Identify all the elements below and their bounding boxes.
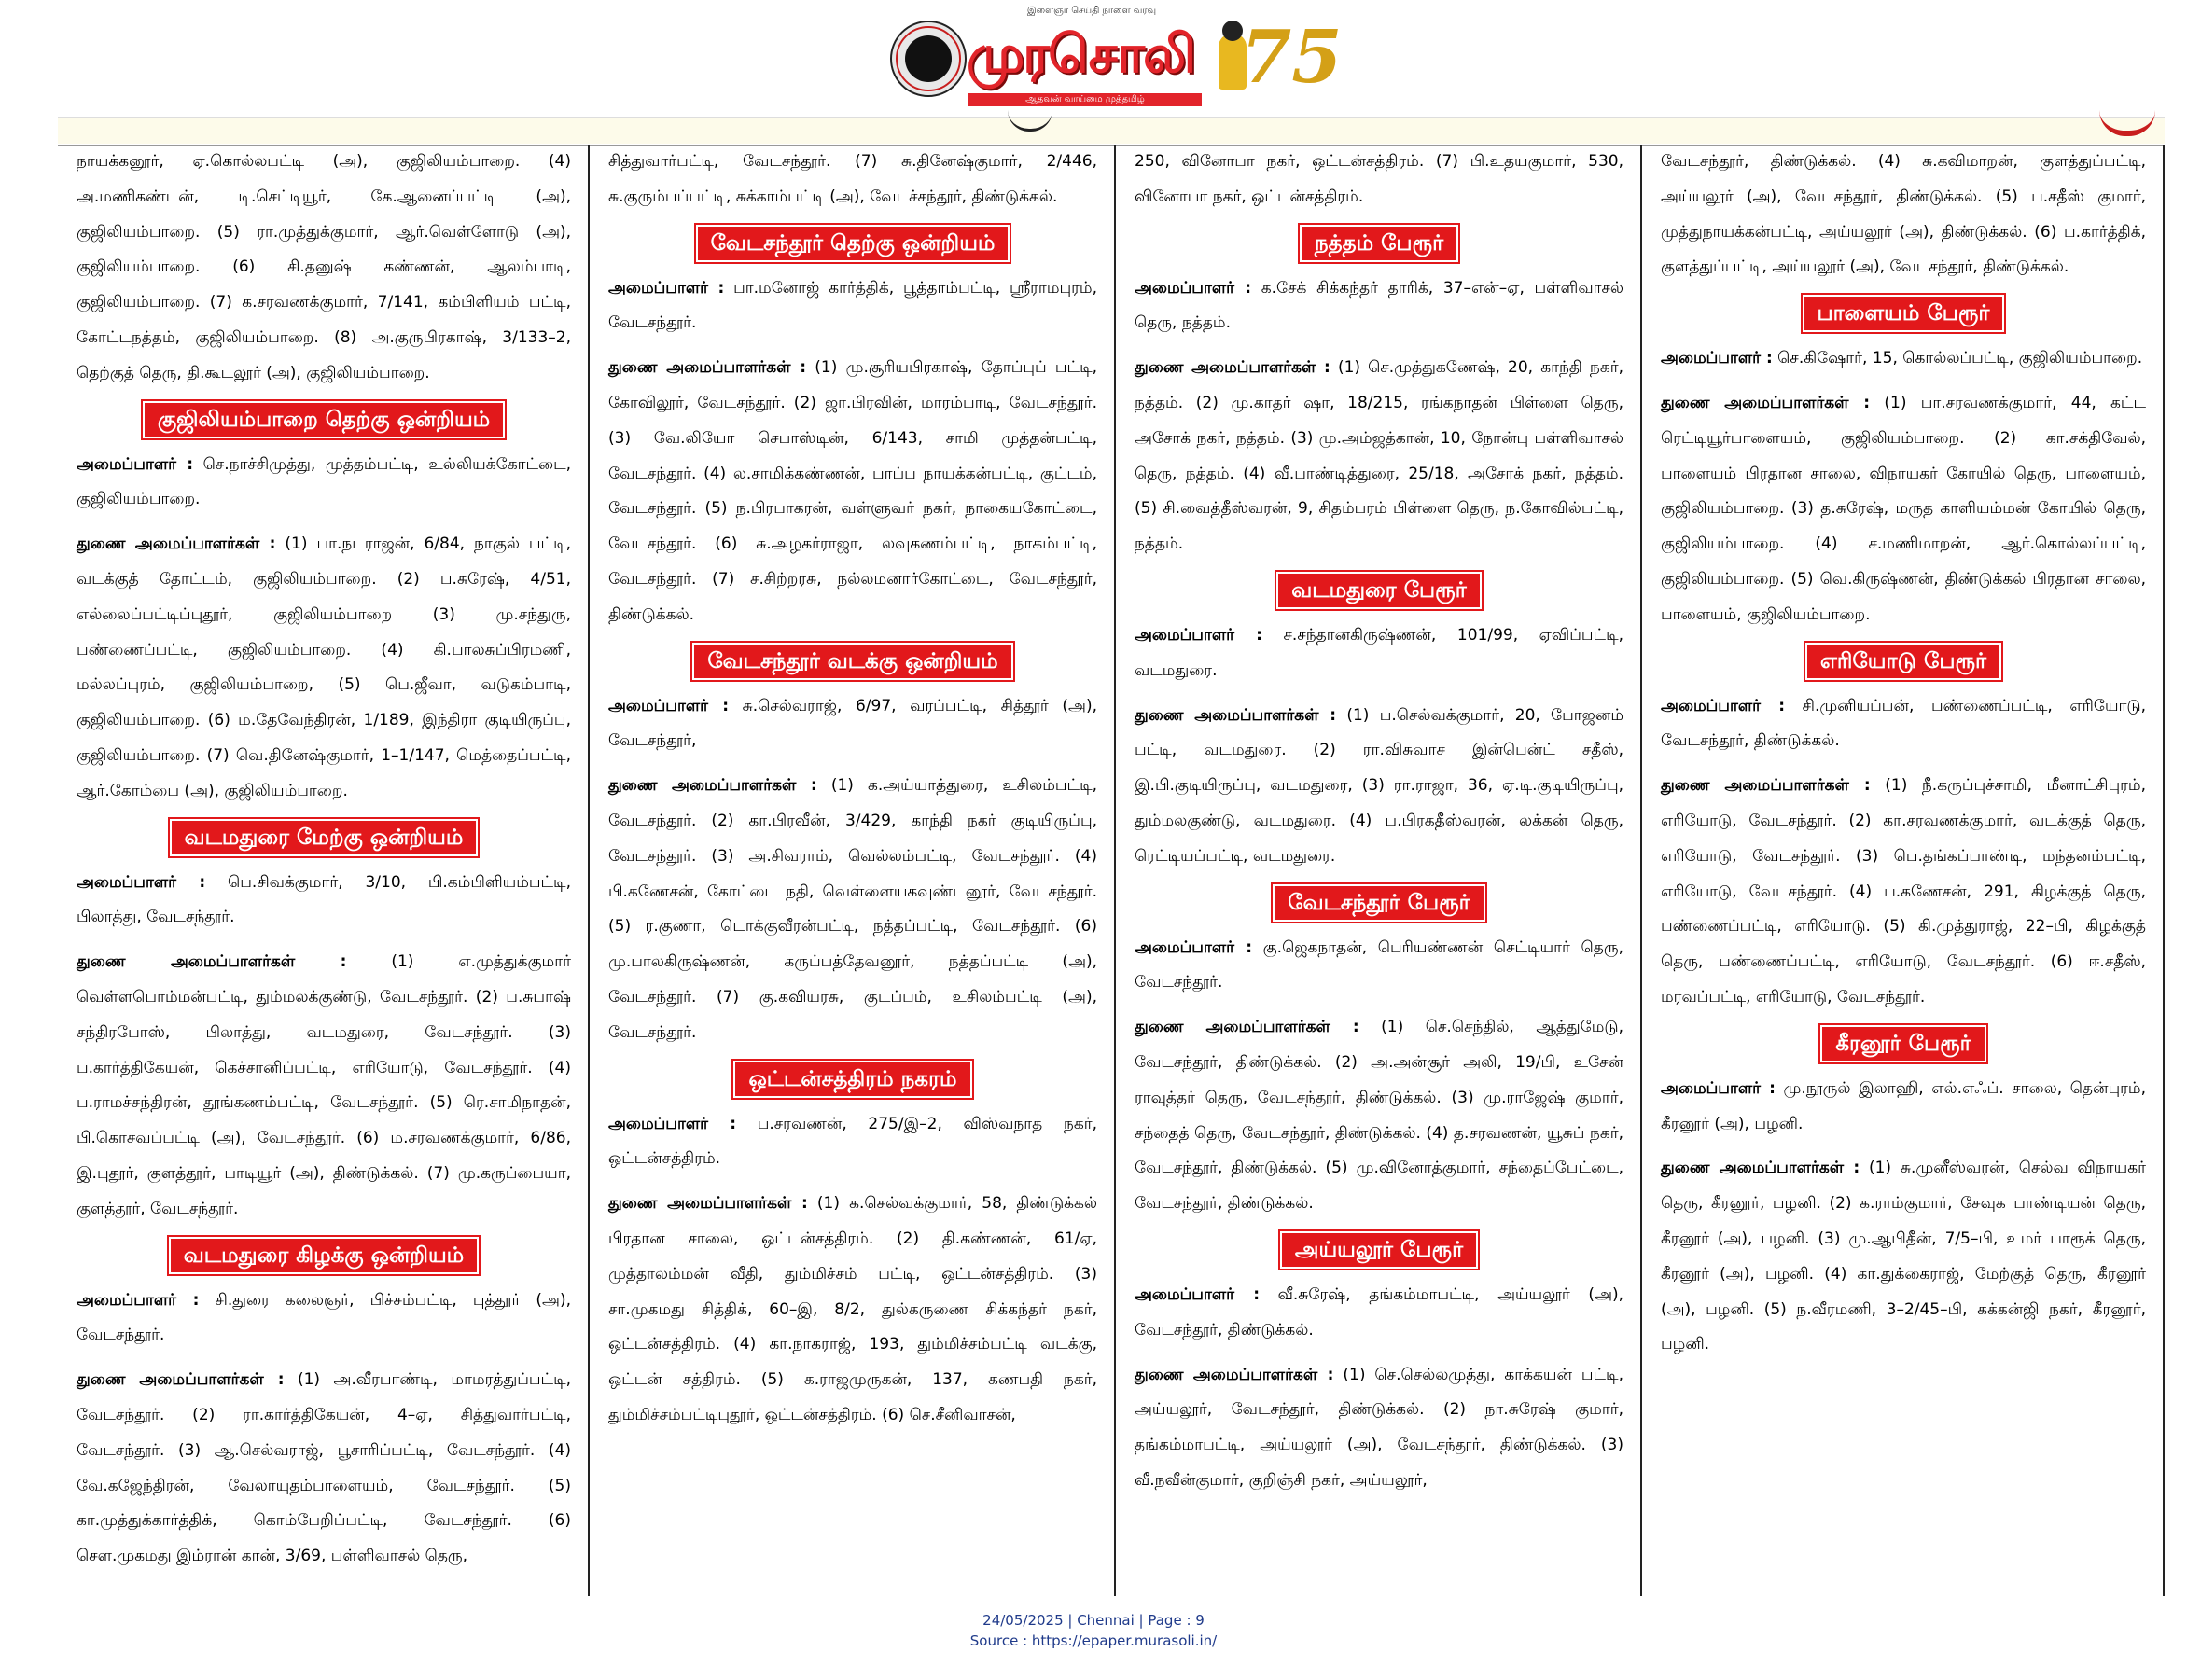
member-list-paragraph xyxy=(1135,699,1623,875)
continued-paragraph xyxy=(1135,145,1623,215)
paragraph-text: (1) ப.செல்வக்குமார், 20, போஜனம் பட்டி, வடமதுரை. (2) ரா.விசுவாச இன்பென்ட் சதீஸ், இ.பி.குடியிருப்பு, வடமதுரை, (3) ரா.ராஜா, 36, ஏ.டி.குடியிருப்பு, தும்மலகுண்டு, வடமதுரை. (4) ப.பிரகதீஸ்வரன், லக்கன் தெரு, ரெட்டியப்பட்டி, வடமதுரை. xyxy=(1135,705,1624,866)
paragraph-text: (1) நீ.கருப்புச்சாமி, மீனாட்சிபுரம், எரியோடு, வேடசந்தூர். (2) கா.சரவணக்குமார், வடக்குத் தெரு, எரியோடு, வேடசந்தூர். (3) பெ.தங்கப்பாண்டி, மந்தனம்பட்டி, எரியோடு, வேடசந்தூர். (4) ப.கணேசன், 291, கிழக்குத் தெரு, பண்ணைப்பட்டி, எரியோடு. (5) கி.முத்துராஜ், 22–பி, கிழக்குத் தெரு, பண்ணைப்பட்டி, எரியோடு, வேடசந்தூர். (6) ஈ.சதீஸ், மரவப்பட்டி, எரியோடு, வேடசந்தூர். xyxy=(1661,776,2147,1007)
member-list-paragraph xyxy=(77,1363,571,1575)
role-label: துணை அமைப்பாளர்கள் : xyxy=(1135,1018,1359,1037)
paragraph-text: வேடசந்தூர், திண்டுக்கல். (4) சு.கவிமாறன், குளத்துப்பட்டி, அய்யலூர் (அ), வேடசந்தூர், திண்டுக்கல். (5) ப.சதீஸ் குமார், முத்துநாயக்கன்பட்டி, அய்யலூர் (அ), திண்டுக்கல். (6) ப.கார்த்திக், குளத்துப்பட்டி, அய்யலூர் (அ), வேடசந்தூர், திண்டுக்கல். xyxy=(1661,152,2146,277)
role-label: அமைப்பாளர் : xyxy=(1135,278,1252,298)
brand-logo: முரசொலி xyxy=(967,24,1194,85)
role-label: அமைப்பாளர் : xyxy=(1661,1078,1776,1098)
member-list-paragraph xyxy=(608,689,1097,760)
role-label: அமைப்பாளர் : xyxy=(1661,696,1786,715)
continued-paragraph xyxy=(608,145,1097,215)
brand-subtitle: ஆதவன் வாய்மை முத்தமிழ் xyxy=(968,93,1202,106)
paragraph-text: (1) அ.வீரபாண்டி, மாமரத்துப்பட்டி, வேடசந்தூர். (2) ரா.கார்த்திகேயன், 4–ஏ, சித்துவார்பட்டி, வேடசந்தூர். (3) ஆ.செல்வராஜ், பூசாரிப்பட்டி, வேடசந்தூர். (4) வே.கஜேந்திரன், வேலாயுதம்பாளையம், வேடசந்தூர். (5) கா.முத்துக்கார்த்திக், கொம்பேறிப்பட்டி, வேடசந்தூர். (6) சௌ.முகமது இம்ரான் கான், 3/69, பள்ளிவாசல் தெரு, xyxy=(77,1370,572,1566)
member-list-paragraph xyxy=(77,527,571,809)
article-column-3 xyxy=(1114,145,1640,1596)
article-column-2 xyxy=(588,145,1114,1596)
member-list-paragraph xyxy=(1661,1072,2146,1143)
paragraph-text: நாயக்கனூர், ஏ.கொல்லபட்டி (அ), குஜிலியம்பாறை. (4) அ.மணிகண்டன், டி.செட்டியூர், கே.ஆனைப்பட்டி (அ), குஜிலியம்பாறை. (5) ரா.முத்துக்குமார், ஆர்.வெள்ளோடு (அ), குஜிலியம்பாறை. (6) சி.தனுஷ் கண்ணன், ஆலம்பாடி, குஜிலியம்பாறை. (7) க.சரவணக்குமார், 7/141, கம்பிளியம் பட்டி, கோட்டநத்தம், குஜிலியம்பாறை. (8) அ.குருபிரகாஷ், 3/133–2, தெற்குத் தெரு, தி.கூடலூர் (அ), குஜிலியம்பாறை. xyxy=(77,152,571,382)
member-list-paragraph xyxy=(608,271,1097,342)
member-list-paragraph xyxy=(608,1187,1097,1434)
emblem-seal-icon xyxy=(890,21,967,97)
member-list-paragraph xyxy=(1661,341,2146,377)
section-heading: வேடசந்தூர் பேரூர் xyxy=(1273,884,1484,922)
member-list-paragraph xyxy=(608,769,1097,1050)
role-label: துணை அமைப்பாளர்கள் : xyxy=(608,358,807,378)
section-heading: பாளையம் பேரூர் xyxy=(1803,295,2005,332)
member-list-paragraph xyxy=(1135,351,1623,562)
paragraph-text: ச.சந்தானகிருஷ்ணன், 101/99, ஏவிப்பட்டி, வடமதுரை. xyxy=(1135,625,1624,680)
member-list-paragraph xyxy=(77,945,571,1227)
member-list-paragraph xyxy=(1135,271,1623,342)
role-label: அமைப்பாளர் : xyxy=(77,1290,200,1310)
paragraph-text: (1) செ.முத்துகணேஷ், 20, காந்தி நகர், நத்தம். (2) மு.காதர் ஷா, 18/215, ரங்கநாதன் பிள்ளை தெரு, அசோக் நகர், நத்தம். (3) மு.அம்ஜத்கான், 10, நோன்பு பள்ளிவாசல் தெரு, நத்தம். (4) வீ.பாண்டித்துரை, 25/18, அசோக் நகர், நத்தம். (5) சி.வைத்தீஸ்வரன், 9, சிதம்பரம் பிள்ளை தெரு, ந.கோவில்பட்டி, நத்தம். xyxy=(1135,358,1623,554)
member-list-paragraph xyxy=(1661,1151,2146,1363)
paragraph-text: (1) செ.செல்லமுத்து, காக்கயன் பட்டி, அய்யலூர், வேடசந்தூர், திண்டுக்கல். (2) நா.சுரேஷ் குமார், தங்கம்மாபட்டி, அய்யலூர் (அ), வேடசந்தூர், திண்டுக்கல். (3) வீ.நவீன்குமார், குறிஞ்சி நகர், அய்யலூர், xyxy=(1135,1365,1623,1490)
role-label: அமைப்பாளர் : xyxy=(608,1114,737,1133)
member-list-paragraph xyxy=(1135,1278,1623,1349)
role-label: துணை அமைப்பாளர்கள் : xyxy=(1661,393,1871,412)
anniversary-number: 75 xyxy=(1241,15,1343,100)
paragraph-text: (1) எ.முத்துக்குமார் வெள்ளபொம்மன்பட்டி, தும்மலக்குண்டு, வேடசந்தூர். (2) ப.சுபாஷ் சந்திரபோஸ், பிலாத்து, வடமதுரை, வேடசந்தூர். (3) ப.கார்த்திகேயன், கெச்சானிப்பட்டி, எரியோடு, வேடசந்தூர். (4) ப.ராமச்சந்திரன், தூங்கணம்பட்டி, வேடசந்தூர். (5) ரெ.சாமிநாதன், பி.கொசவப்பட்டி (அ), வேடசந்தூர். (6) ம.சரவணக்குமார், 6/86, இ.புதூர், குளத்தூர், பாடியூர் (அ), திண்டுக்கல். (7) மு.கருப்பையா, குளத்தூர், வேடசந்தூர். xyxy=(77,952,572,1218)
role-label: துணை அமைப்பாளர்கள் : xyxy=(608,1194,808,1214)
paragraph-text: 250, வினோபா நகர், ஒட்டன்சத்திரம். (7) பி.உதயகுமார், 530, வினோபா நகர், ஒட்டன்சத்திரம். xyxy=(1135,152,1623,206)
role-label: அமைப்பாளர் : xyxy=(608,696,729,715)
section-heading: நத்தம் பேரூர் xyxy=(1300,225,1458,262)
paragraph-text: பா.மனோஜ் கார்த்திக், பூத்தாம்பட்டி, ஸ்ரீராமபுரம், வேடசந்தூர். xyxy=(608,278,1098,333)
paragraph-text: மு.நூருல் இலாஹி, எல்.எஃப். சாலை, தென்புரம், கீரனூர் (அ), பழனி. xyxy=(1661,1078,2147,1133)
paragraph-text: செ.கிஷோர், 15, கொல்லப்பட்டி, குஜிலியம்பாறை. xyxy=(1772,349,2143,368)
continued-paragraph xyxy=(77,145,571,392)
role-label: துணை அமைப்பாளர்கள் : xyxy=(1135,705,1337,725)
role-label: அமைப்பாளர் : xyxy=(1135,625,1262,645)
paragraph-text: (1) க.அய்யாத்துரை, உசிலம்பட்டி, வேடசந்தூர். (2) கா.பிரவீன், 3/429, காந்தி நகர் குடியிருப்பு, வேடசந்தூர். (3) அ.சிவராம், வெல்லம்பட்டி, வேடசந்தூர். (4) பி.கணேசன், கோட்டை நதி, வெள்ளையகவுண்டனூர், வேடசந்தூர். (5) ர.குணா, டொக்குவீரன்பட்டி, நத்தப்பட்டி, வேடசந்தூர். (6) மு.பாலகிருஷ்ணன், கருப்பத்தேவனூர், நத்தப்பட்டி (அ), வேடசந்தூர். (7) கு.கவியரசு, குடப்பம், உசிலம்பட்டி (அ), வேடசந்தூர். xyxy=(608,776,1097,1042)
paragraph-text: வீ.சுரேஷ், தங்கம்மாபட்டி, அய்யலூர் (அ), வேடசந்தூர், திண்டுக்கல். xyxy=(1135,1284,1623,1340)
member-list-paragraph xyxy=(1135,931,1623,1002)
member-list-paragraph xyxy=(1135,618,1623,689)
section-heading: வடமதுரை பேரூர் xyxy=(1276,572,1481,609)
page-footer xyxy=(0,1610,2187,1651)
paragraph-text: ப.சரவணன், 275/இ–2, விஸ்வநாத நகர், ஒட்டன்சத்திரம். xyxy=(608,1114,1097,1169)
section-heading: அய்யலூர் பேரூர் xyxy=(1280,1231,1478,1269)
section-heading: வடமதுரை மேற்கு ஒன்றியம் xyxy=(170,819,479,856)
footer-date-line: 24/05/2025 | Chennai | Page : 9 xyxy=(982,1612,1205,1629)
paragraph-text: (1) செ.செந்தில், ஆத்துமேடு, வேடசந்தூர், திண்டுக்கல். (2) அ.அன்சூர் அலி, 19/பி, உசேன் ராவுத்தர் தெரு, வேடசந்தூர், திண்டுக்கல். (3) மு.ராஜேஷ் குமார், சந்தைத் தெரு, வேடசந்தூர், திண்டுக்கல். (4) த.சரவணன், யூசுப் நகர், வேடசந்தூர், திண்டுக்கல். (5) மு.வினோத்குமார், சந்தைப்பேட்டை, வேடசந்தூர், திண்டுக்கல். xyxy=(1135,1018,1624,1214)
role-label: அமைப்பாளர் : xyxy=(1661,349,1773,368)
continued-paragraph xyxy=(1661,145,2146,285)
role-label: அமைப்பாளர் : xyxy=(77,872,206,892)
member-list-paragraph xyxy=(1135,1010,1623,1222)
member-list-paragraph xyxy=(608,1107,1097,1178)
article-column-1 xyxy=(58,145,588,1596)
section-heading: குஜிலியம்பாறை தெற்கு ஒன்றியம் xyxy=(143,401,505,438)
paragraph-text: (1) பா.நடராஜன், 6/84, நாகுல் பட்டி, வடக்குத் தோட்டம், குஜிலியம்பாறை. (2) ப.சுரேஷ், 4/51, எல்லைப்பட்டிப்புதூர், குஜிலியம்பாறை (3) மு.சந்துரு, பண்ணைப்பட்டி, குஜிலியம்பாறை. (4) கி.பாலசுப்பிரமணி, மல்லப்புரம், குஜிலியம்பாறை, (5) பெ.ஜீவா, வடுகம்பாடி, குஜிலியம்பாறை. (6) ம.தேவேந்திரன், 1/189, இந்திரா குடியிருப்பு, குஜிலியம்பாறை. (7) வெ.தினேஷ்குமார், 1–1/147, மெத்தைப்பட்டி, ஆர்.கோம்பை (அ), குஜிலியம்பாறை. xyxy=(77,535,571,800)
member-list-paragraph xyxy=(608,351,1097,632)
member-list-paragraph xyxy=(77,866,571,937)
masthead-tagline: இளைஞர் செய்தி நாளை வரவு xyxy=(1026,6,1157,16)
footer-source-link[interactable]: Source : https://epaper.murasoli.in/ xyxy=(969,1632,1218,1649)
role-label: துணை அமைப்பாளர்கள் : xyxy=(608,776,817,796)
member-list-paragraph xyxy=(1661,769,2146,1016)
section-heading: வேடசந்தூர் தெற்கு ஒன்றியம் xyxy=(696,225,1010,262)
paragraph-text: (1) சு.முனீஸ்வரன், செல்வ விநாயகர் தெரு, கீரனூர், பழனி. (2) க.ராம்குமார், சேவுக பாண்டியன் தெரு, கீரனூர் (அ), பழனி. (3) மு.ஆபிதீன், 7/5–பி, உமர் பாரூக் தெரு, கீரனூர் (அ), பழனி. (4) கா.துக்கைராஜ், மேற்குத் தெரு, கீரனூர் (அ), பழனி. (5) ந.வீரமணி, 3–2/45–பி, கக்கன்ஜி நகர், கீரனூர், பழனி. xyxy=(1661,1159,2146,1354)
role-label: துணை அமைப்பாளர்கள் : xyxy=(77,1370,285,1390)
role-label: அமைப்பாளர் : xyxy=(1135,1284,1260,1304)
paragraph-text: சி.முனியப்பன், பண்ணைப்பட்டி, எரியோடு, வேடசந்தூர், திண்டுக்கல். xyxy=(1661,696,2146,751)
paragraph-text: கு.ஜெகநாதன், பெரியண்ணன் செட்டியார் தெரு, வேடசந்தூர். xyxy=(1135,937,1624,993)
paragraph-text: க.சேக் சிக்கந்தர் தாரிக், 37–என்–ஏ, பள்ளிவாசல் தெரு, நத்தம். xyxy=(1135,278,1623,333)
role-label: துணை அமைப்பாளர்கள் : xyxy=(77,535,276,554)
paragraph-text: சு.செல்வராஜ், 6/97, வரப்பட்டி, சித்தூர் (அ), வேடசந்தூர், xyxy=(608,696,1097,751)
masthead xyxy=(877,4,1343,116)
role-label: துணை அமைப்பாளர்கள் : xyxy=(1661,776,1871,796)
role-label: துணை அமைப்பாளர்கள் : xyxy=(1135,358,1330,378)
member-list-paragraph xyxy=(77,448,571,519)
paragraph-text: பெ.சிவக்குமார், 3/10, பி.கம்பிளியம்பட்டி, பிலாத்து, வேடசந்தூர். xyxy=(77,872,571,927)
paragraph-text: சி.துரை கலைஞர், பிச்சம்பட்டி, புத்தூர் (அ), வேடசந்தூர். xyxy=(77,1290,571,1345)
header-strip xyxy=(58,117,2165,144)
role-label: துணை அமைப்பாளர்கள் : xyxy=(1135,1365,1334,1384)
section-heading: வடமதுரை கிழக்கு ஒன்றியம் xyxy=(169,1237,479,1274)
paragraph-text: செ.நாச்சிமுத்து, முத்தம்பட்டி, உல்லியக்கோட்டை, குஜிலியம்பாறை. xyxy=(77,454,571,509)
paragraph-text: (1) மு.சூரியபிரகாஷ், தோப்புப் பட்டி, கோவிலூர், வேடசந்தூர். (2) ஜா.பிரவின், மாரம்பாடி, வேடசந்தூர். (3) வே.லியோ செபாஸ்டின், 6/143, சாமி முத்தன்பட்டி, வேடசந்தூர். (4) ல.சாமிக்கண்ணன், பாப்ப நாயக்கன்பட்டி, குட்டம், வேடசந்தூர். (5) ந.பிரபாகரன், வள்ளுவர் நகர், நாகையகோட்டை, வேடசந்தூர். (6) சு.அழகர்ராஜா, லவுகணம்பட்டி, நாகம்பட்டி, வேடசந்தூர். (7) ச.சிற்றரசு, நல்லமனார்கோட்டை, வேடசந்தூர், திண்டுக்கல். xyxy=(608,358,1098,624)
member-list-paragraph xyxy=(1661,386,2146,633)
paragraph-text: (1) பா.சரவணக்குமார், 44, கட்ட ரெட்டியூர்பாளையம், குஜிலியம்பாறை. (2) கா.சக்திவேல், பாளையம் பிரதான சாலை, விநாயகர் கோயில் தெரு, பாளையம், குஜிலியம்பாறை. (3) த.சுரேஷ், மருத காளியம்மன் கோயில் தெரு, குஜிலியம்பாறை. (4) ச.மணிமாறன், ஆர்.கொல்லப்பட்டி, குஜிலியம்பாறை. (5) வெ.கிருஷ்ணன், திண்டுக்கல் பிரதான சாலை, பாளையம், குஜிலியம்பாறை. xyxy=(1661,393,2146,624)
member-list-paragraph xyxy=(77,1284,571,1354)
section-heading: எரியோடு பேரூர் xyxy=(1805,643,2001,680)
article-column-4 xyxy=(1640,145,2165,1596)
anniversary-logo xyxy=(1213,15,1343,103)
role-label: துணை அமைப்பாளர்கள் : xyxy=(1661,1159,1860,1178)
section-heading: கீரனூர் பேரூர் xyxy=(1820,1025,1985,1062)
role-label: அமைப்பாளர் : xyxy=(1135,937,1253,957)
paragraph-text: (1) க.செல்வக்குமார், 58, திண்டுக்கல் பிரதான சாலை, ஒட்டன்சத்திரம். (2) தி.கண்ணன், 61/ஏ, முத்தாலம்மன் வீதி, தும்மிச்சம் பட்டி, ஒட்டன்சத்திரம். (3) சா.முகமது சித்திக், 60–இ, 8/2, துல்கருணை சிக்கந்தர் நகர், ஒட்டன்சத்திரம். (4) கா.நாகராஜ், 193, தும்மிச்சம்பட்டி வடக்கு, ஒட்டன் சத்திரம். (5) க.ராஜமுருகன், 137, கணபதி நகர், தும்மிச்சம்பட்டிபுதூர், ஒட்டன்சத்திரம். (6) செ.சீனிவாசன், xyxy=(608,1194,1097,1424)
section-heading: வேடசந்தூர் வடக்கு ஒன்றியம் xyxy=(692,643,1012,680)
section-heading: ஒட்டன்சத்திரம் நகரம் xyxy=(733,1061,971,1098)
member-list-paragraph xyxy=(1661,689,2146,760)
member-list-paragraph xyxy=(1135,1358,1623,1499)
paragraph-text: சித்துவார்பட்டி, வேடசந்தூர். (7) சு.தினேஷ்குமார், 2/446, சு.குரும்பப்பட்டி, சுக்காம்பட்டி (அ), வேடச்சந்தூர், திண்டுக்கல். xyxy=(608,152,1097,206)
role-label: அமைப்பாளர் : xyxy=(608,278,725,298)
role-label: துணை அமைப்பாளர்கள் : xyxy=(77,952,347,972)
role-label: அமைப்பாளர் : xyxy=(77,454,193,474)
